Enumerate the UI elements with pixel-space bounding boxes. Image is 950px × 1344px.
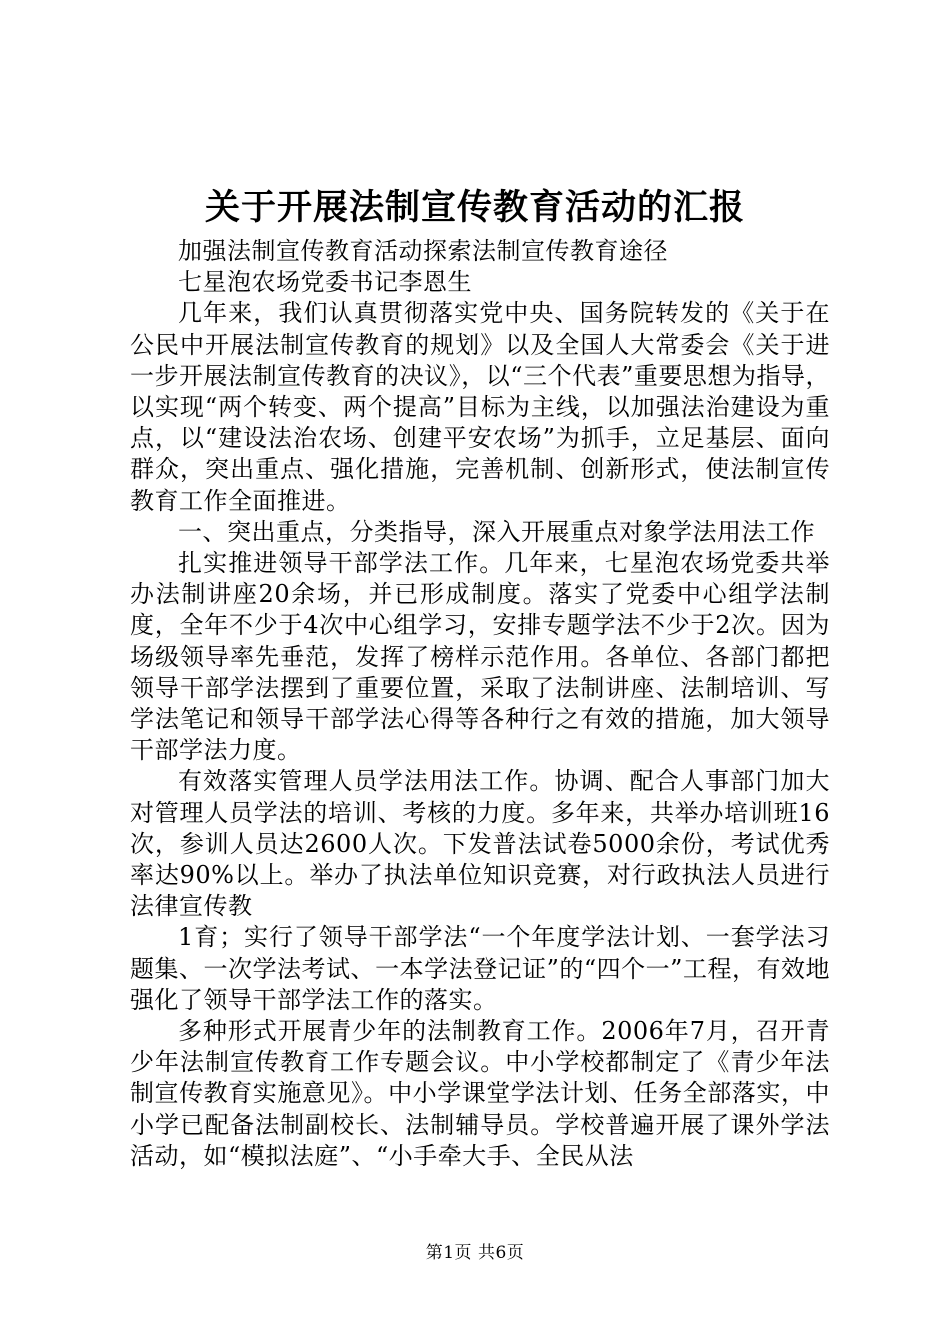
section-heading: 一、突出重点，分类指导，深入开展重点对象学法用法工作 xyxy=(178,517,815,546)
document-title: 关于开展法制宣传教育活动的汇报 xyxy=(204,187,745,228)
body-paragraph: 1育；实行了领导干部学法“一个年度学法计划、一套学法习题集、一次学法考试、一本学法登记证”的“四个一”工程，有效地强化了领导干部学法工作的落实。 xyxy=(130,923,830,1014)
body-paragraph: 扎实推进领导干部学法工作。几年来，七星泡农场党委共举办法制讲座20余场，并已形成制度。落实了党委中心组学法制度，全年不少于4次中心组学习，安排专题学法不少于2次。因为场级领导率先垂范，发挥了榜样示范作用。各单位、各部门都把领导干部学法摆到了重要位置，采取了法制讲座、法制培训、写学法笔记和领导干部学法心得等各种行之有效的措施，加大领导干部学法力度。 xyxy=(130,549,830,765)
document-body xyxy=(130,236,830,1172)
body-paragraph: 多种形式开展青少年的法制教育工作。2006年7月，召开青少年法制宣传教育工作专题会议。中小学校都制定了《青少年法制宣传教育实施意见》。中小学课堂学法计划、任务全部落实，中小学已配备法制副校长、法制辅导员。学校普遍开展了课外学法活动，如“模拟法庭”、“小手牵大手、全民从法 xyxy=(130,1017,830,1170)
body-paragraph: 有效落实管理人员学法用法工作。协调、配合人事部门加大对管理人员学法的培训、考核的力度。多年来，共举办培训班16次，参训人员达2600人次。下发普法试卷5000余份，考试优秀率达90%以上。举办了执法单位知识竞赛，对行政执法人员进行法律宣传教 xyxy=(130,767,830,921)
subtitle-line: 加强法制宣传教育活动探索法制宣传教育途径 xyxy=(178,237,668,265)
body-paragraph: 几年来，我们认真贯彻落实党中央、国务院转发的《关于在公民中开展法制宣传教育的规划》以及全国人大常委会《关于进一步开展法制宣传教育的决议》，以“三个代表”重要思想为指导，以实现“两个转变、两个提高”目标为主线，以加强法治建设为重点，以“建设法治农场、创建平安农场”为抓手，立足基层、面向群众，突出重点、强化措施，完善机制、创新形式，使法制宣传教育工作全面推进。 xyxy=(130,299,830,515)
page-footer: 第1页 共6页 xyxy=(425,1243,525,1263)
author-line: 七星泡农场党委书记李恩生 xyxy=(178,268,472,297)
